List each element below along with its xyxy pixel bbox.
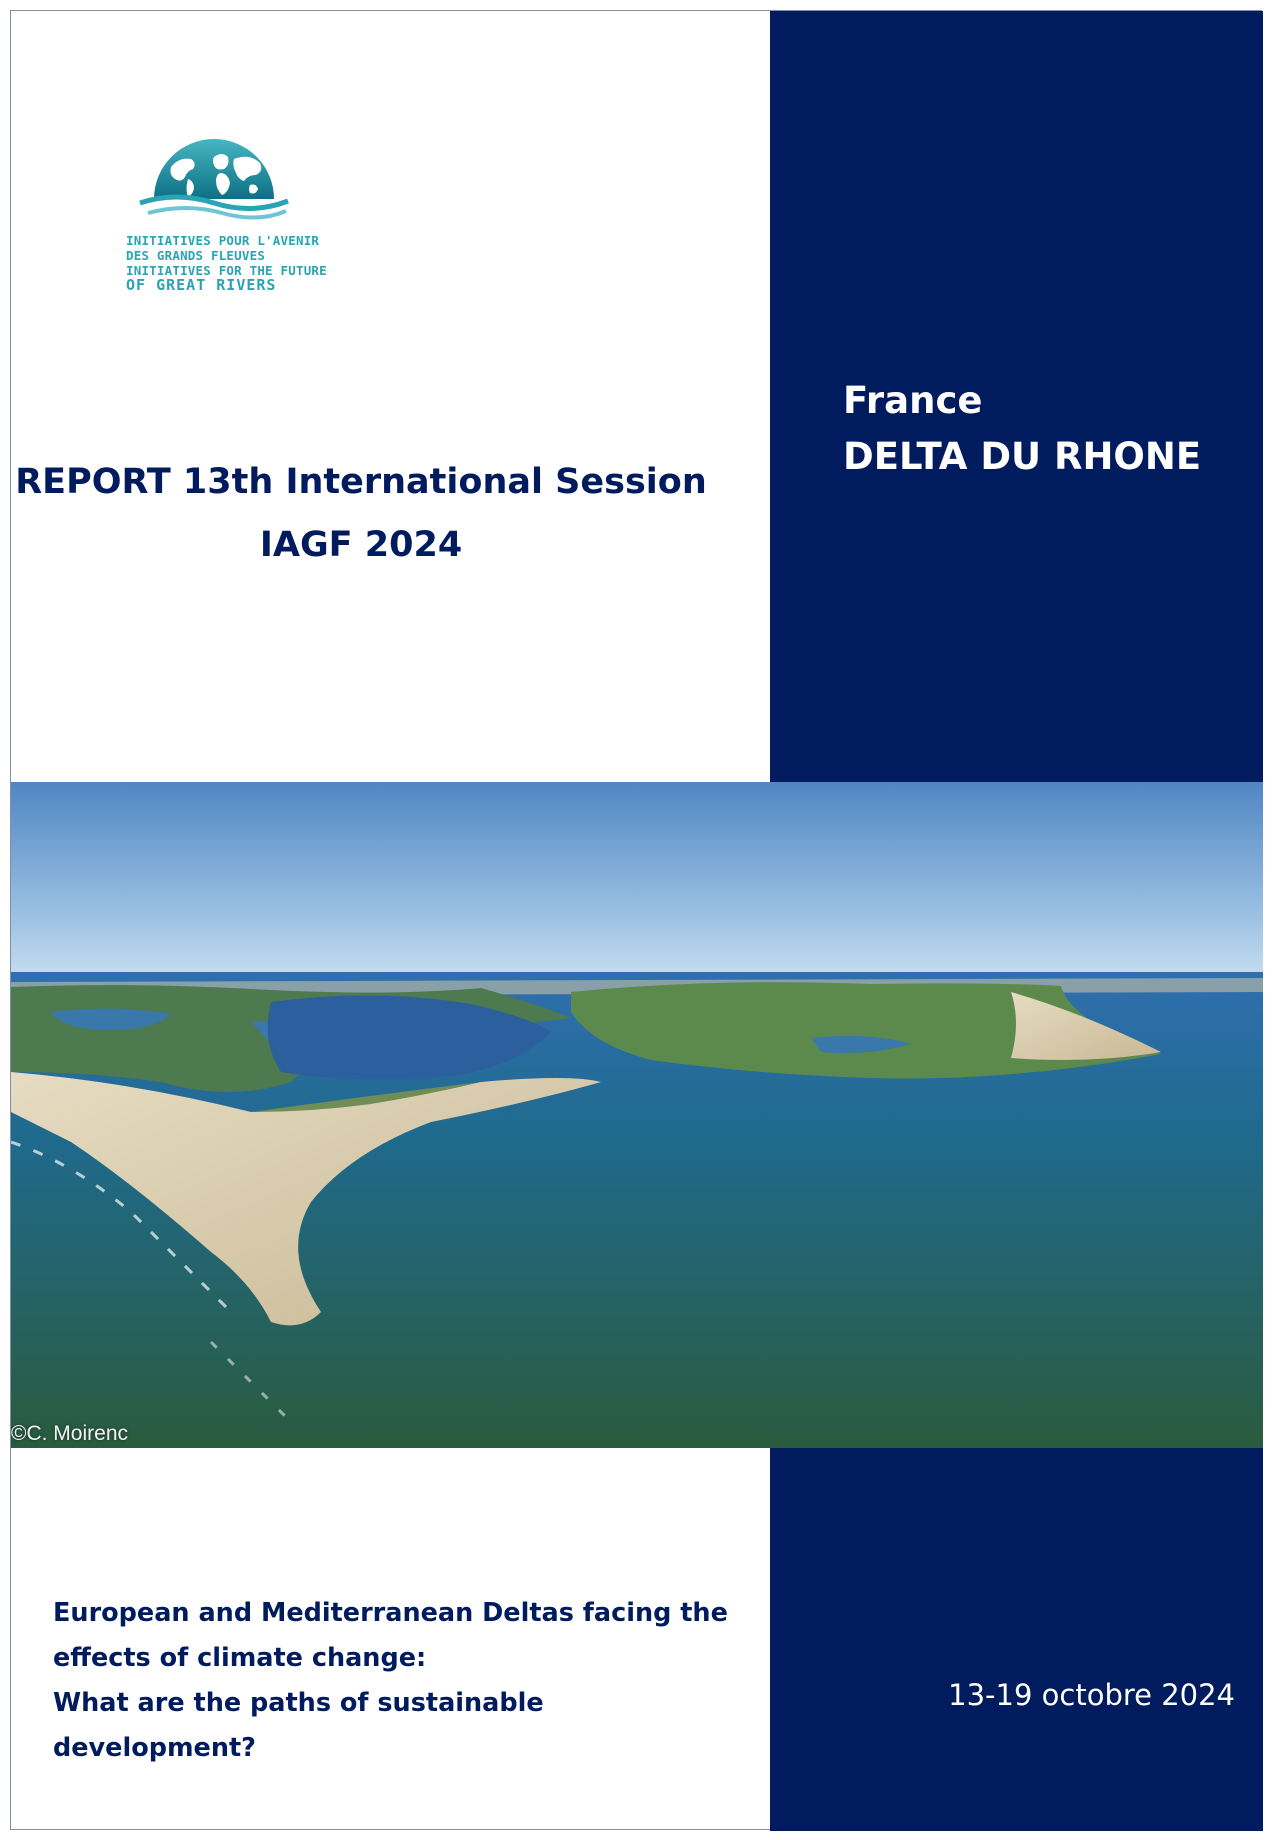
subtitle-line: development? bbox=[53, 1733, 256, 1763]
cover-photo bbox=[11, 782, 1263, 1448]
report-title-line: REPORT 13th International Session bbox=[15, 462, 707, 502]
report-subtitle bbox=[53, 1591, 733, 1771]
report-cover bbox=[10, 10, 1262, 1830]
logo-line: DES GRANDS FLEUVES bbox=[126, 248, 266, 263]
logo-line: OF GREAT RIVERS bbox=[126, 276, 277, 294]
logo-text bbox=[126, 233, 327, 294]
globe-wave-logo-icon bbox=[126, 119, 301, 231]
iagf-logo bbox=[126, 119, 327, 309]
location-region: DELTA DU RHONE bbox=[843, 435, 1202, 478]
location-country: France bbox=[843, 379, 983, 422]
dates-panel bbox=[770, 1448, 1263, 1831]
aerial-delta-photo bbox=[11, 782, 1263, 1448]
subtitle-line: European and Mediterranean Deltas facing the bbox=[53, 1598, 728, 1628]
subtitle-line: What are the paths of sustainable bbox=[53, 1688, 544, 1718]
logo-line: INITIATIVES FOR THE FUTURE bbox=[126, 263, 327, 278]
location-text bbox=[843, 373, 1201, 485]
photo-credit: ©C. Moirenc bbox=[11, 1422, 128, 1445]
logo-line: INITIATIVES POUR L'AVENIR bbox=[126, 233, 320, 248]
location-panel bbox=[770, 11, 1263, 782]
report-title bbox=[11, 451, 711, 577]
event-dates: 13-19 octobre 2024 bbox=[948, 1678, 1235, 1712]
report-title-line: IAGF 2024 bbox=[259, 525, 463, 565]
subtitle-line: effects of climate change: bbox=[53, 1643, 427, 1673]
